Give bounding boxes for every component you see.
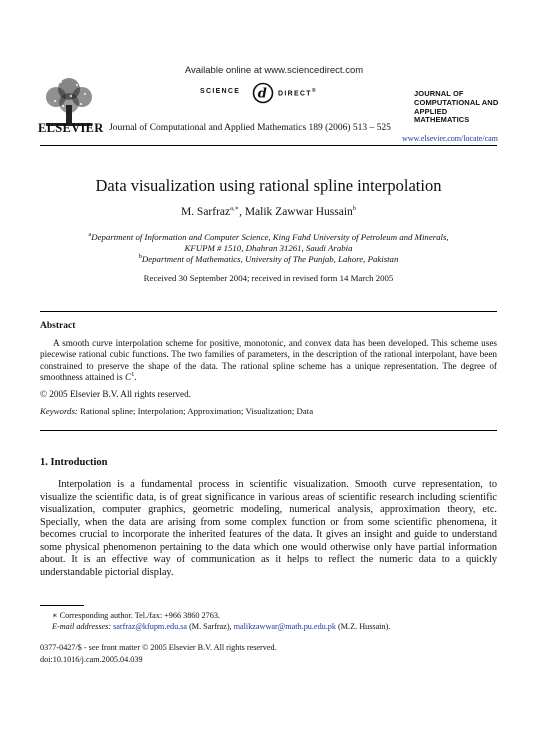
paper-title: Data visualization using rational spline interpolation: [95, 176, 442, 195]
received-dates: Received 30 September 2004; received in revised form 14 March 2005: [143, 273, 394, 283]
journal-url-link[interactable]: www.elsevier.com/locate/cam: [402, 134, 498, 143]
sciencedirect-brand: [168, 82, 380, 104]
sciencedirect-direct-word: DIRECT®: [278, 88, 317, 98]
journal-citation: Journal of Computational and Applied Mathematics 189 (2006) 513 – 525: [109, 123, 391, 133]
email-link-hussain[interactable]: malikzawwar@math.pu.edu.pk: [233, 622, 336, 631]
issn-line: 0377-0427/$ - see front matter © 2005 Elsevier B.V. All rights reserved.: [40, 643, 277, 652]
footnote-rule: [40, 605, 84, 606]
sciencedirect-at-icon: [252, 82, 274, 104]
corresponding-author-footnote: ∗ Corresponding author. Tel./fax: +966 3860 2763.: [52, 611, 220, 620]
email-footnote: E-mail addresses: sarfraz@kfupm.edu.sa (M. Sarfraz), malikzawwar@math.pu.edu.pk (M.Z. Hussain).: [52, 622, 391, 631]
abstract-top-rule: [40, 311, 497, 312]
available-online-text: Available online at www.sciencedirect.com: [184, 65, 364, 76]
header-divider: [40, 145, 497, 146]
affiliation-b: $^b$Department of Mathematics, University of The Punjab, Lahore, Pakistan: [138, 253, 399, 264]
journal-logo-text: JOURNAL OF COMPUTATIONAL AND APPLIED MATHEMATICS: [414, 89, 499, 125]
affiliation-a: $^a$Department of Information and Computer Science, King Fahd University of Petroleum and Minerals, KFUPM # 1510, Dhahran 31261, Saudi Arabia: [88, 231, 449, 254]
abstract-bottom-rule: [40, 430, 497, 431]
section-heading: 1. Introduction: [40, 457, 108, 468]
keywords-line: Keywords: Rational spline; Interpolation; Approximation; Visualization; Data: [40, 406, 314, 416]
abstract-body: A smooth curve interpolation scheme for positive, monotonic, and convex data has been developed. This scheme uses piecewise rational cubic functions. The two families of parameters, in the description of the rational interpolant, have been constrained to preserve the shape of the data. The rational spline scheme has a unique representation. The degree of smoothness attained is $C^1$.: [40, 338, 497, 383]
author-name: M. Sarfraz: [180, 206, 231, 218]
sciencedirect-science-word: SCIENCE: [200, 88, 241, 95]
author-list: M. Sarfraz$^{a,∗}$, Malik Zawwar Hussain$^b$: [180, 205, 357, 218]
introduction-paragraph: Interpolation is a fundamental process in scientific visualization. Smooth curve representation, to visualize the scientific data, is of great significance in various areas of scientific research including scientific visualization, computer graphics, geometric modeling, numerical analysis, approximation theory, etc. Specially, when the data are arising from some complex function or from some scientific phenomena, it becomes crucial to incorporate the inherited features of the data. It gives an insight and guide to understand some physical phenomenon pertaining to the data which one would otherwise only have partial information about. It is an effective way of communication as it helps to reflect the numeric data to a quickly understandable pictorial display.: [40, 479, 497, 578]
svg-text:d: d: [257, 86, 269, 102]
email-link-sarfraz[interactable]: sarfraz@kfupm.edu.sa: [113, 622, 188, 631]
publisher-name: ELSEVIER: [38, 121, 104, 135]
doi-line: doi:10.1016/j.cam.2005.04.039: [40, 655, 143, 664]
author-name: Malik Zawwar Hussain: [244, 206, 353, 218]
abstract-heading: Abstract: [40, 321, 76, 331]
copyright-notice: © 2005 Elsevier B.V. All rights reserved.: [40, 389, 191, 399]
